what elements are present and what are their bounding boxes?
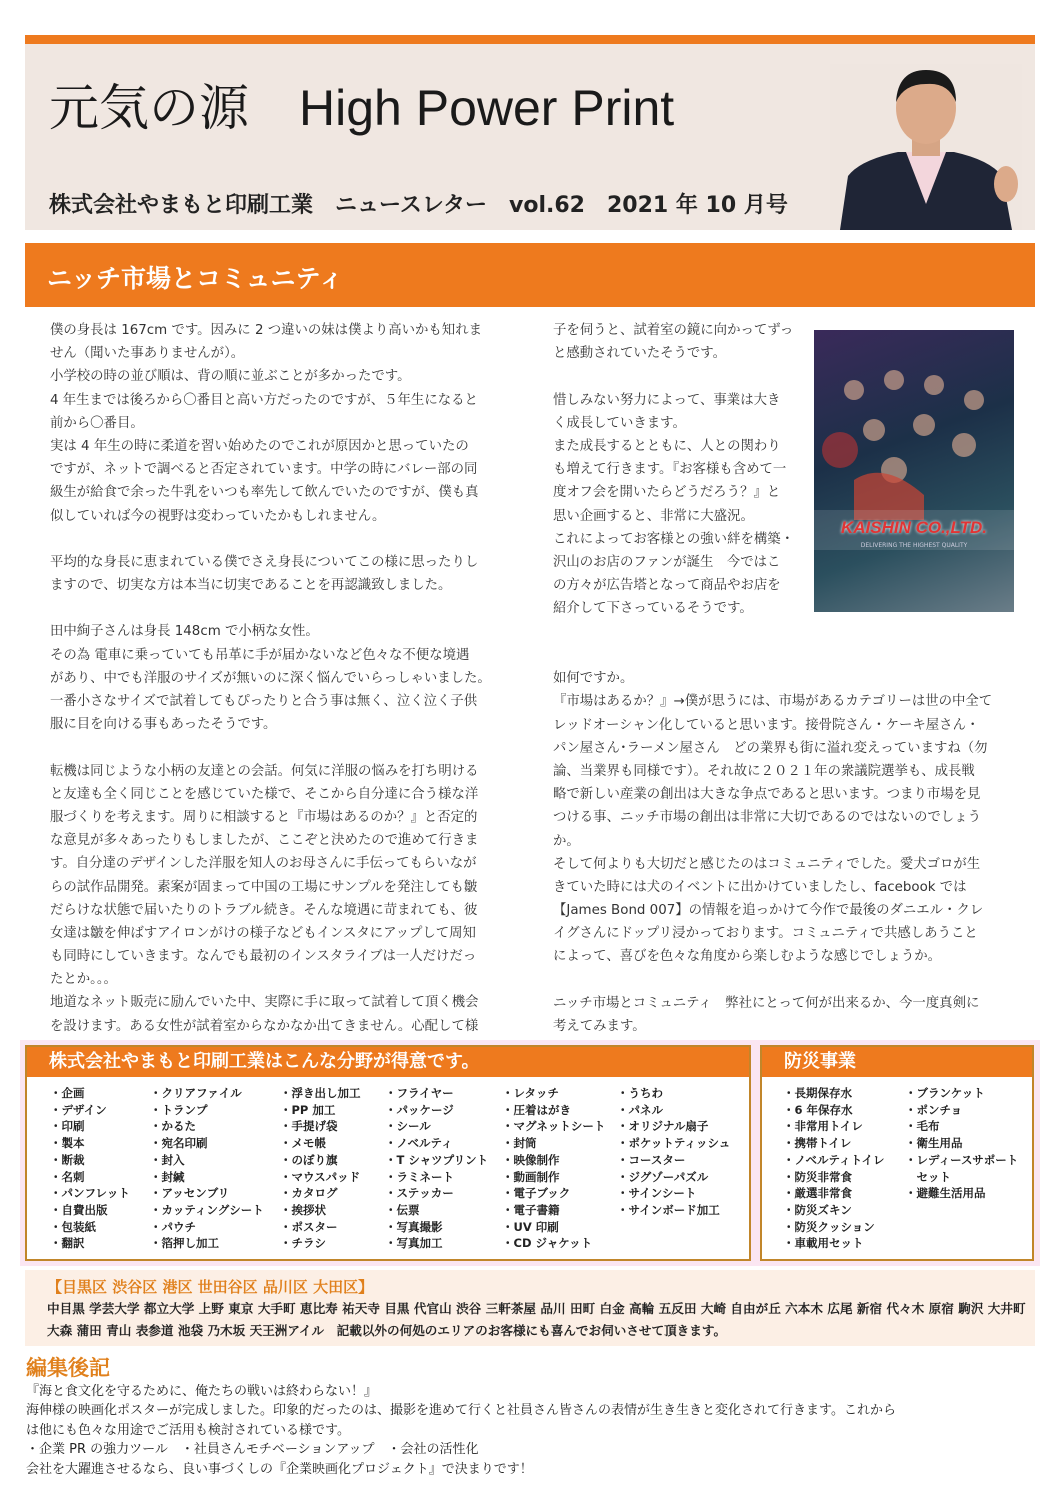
text-line: らの試作品開発。素案が固まって中国の工場にサンプルを発注しても皺 bbox=[50, 879, 478, 895]
text-line: も増えて行きます。『お客様も含めて一 bbox=[553, 462, 787, 478]
text-line: ニッチ市場とコミュニティ 弊社にとって何が出来るか、今一度真剣に bbox=[553, 995, 980, 1011]
services-list-2 bbox=[150, 1085, 264, 1252]
text-line: も同時にしていきます。なんでも最初のインスタライブは一人だけだっ bbox=[50, 949, 477, 965]
text-line: ・ステッカー bbox=[385, 1186, 454, 1201]
text-line bbox=[50, 528, 491, 551]
text-line: ・断裁 bbox=[50, 1152, 85, 1167]
text-line: ・浮き出し加工 bbox=[280, 1086, 361, 1100]
text-line: ・トランプ bbox=[150, 1102, 208, 1117]
text-line: ・UV 印刷 bbox=[502, 1219, 559, 1234]
services-box bbox=[25, 1045, 751, 1261]
text-line: ・衛生用品 bbox=[905, 1136, 963, 1151]
text-line bbox=[553, 644, 992, 667]
text-line: ・マグネットシート bbox=[502, 1119, 606, 1134]
text-line: ・長期保存水 bbox=[783, 1086, 852, 1100]
editorial-body bbox=[26, 1382, 1036, 1479]
text-line: ・のぼり旗 bbox=[280, 1152, 338, 1167]
services-title: 株式会社やまもと印刷工業はこんな分野が得意です。 bbox=[27, 1047, 749, 1077]
top-accent-bar bbox=[25, 35, 1035, 44]
text-line: 思い企画すると、非常に大盛況。 bbox=[553, 508, 754, 524]
author-photo bbox=[830, 64, 1022, 230]
text-line: 海伸様の映画化ポスターが完成しました。印象的だったのは、撮影を進めて行くと社員さん皆さんの表情が生き生きと変化されて行きます。これから bbox=[26, 1403, 896, 1419]
text-line: ・マウスパッド bbox=[280, 1169, 361, 1184]
newsletter-header bbox=[25, 44, 1035, 230]
text-line bbox=[50, 736, 491, 759]
text-line: ・シール bbox=[385, 1119, 431, 1134]
text-line: ・宛名印刷 bbox=[150, 1136, 208, 1151]
text-line: 田中絢子さんは身長 148cm で小柄な女性。 bbox=[50, 624, 319, 640]
text-line: ・製本 bbox=[50, 1136, 85, 1151]
text-line: ・防災ズキン bbox=[783, 1202, 852, 1217]
section-header bbox=[25, 243, 1035, 307]
text-line: ・コースター bbox=[617, 1152, 686, 1167]
services-list-6 bbox=[617, 1085, 730, 1219]
text-line: ・ポスター bbox=[280, 1219, 338, 1234]
text-line: 論、当業界も同様です）。それ故に２０２１年の衆議院選挙も、成長戦 bbox=[553, 763, 975, 779]
text-line: 度オフ会を開いたらどうだろう？』と bbox=[553, 485, 781, 501]
article-right-column-bottom bbox=[553, 644, 992, 1038]
text-line: 平均的な身長に恵まれている僕でさえ身長についてこの様に思ったりし bbox=[50, 554, 479, 570]
text-line: セット bbox=[905, 1169, 951, 1184]
text-line: ・挨拶状 bbox=[280, 1202, 326, 1217]
service-area-text: 中目黒 学芸大学 都立大学 上野 東京 大手町 恵比寿 祐天寺 目黒 代官山 渋谷 三軒茶屋 品川 田町 白金 高輪 五反田 大崎 自由が丘 六本木 広尾 新宿 代々木 原宿 駒沢 大井町 大森 蒲田 青山 表参道 池袋 乃木坂 天王洲アイル 記載以外の何処のエリアのお客様にも喜んでお伺いさせて頂きます。 bbox=[47, 1301, 1026, 1338]
poster-logo: KAISHIN CO.,LTD. bbox=[840, 518, 988, 537]
text-line: ・企業 PR の強力ツール ・社員さんモチベーションアップ ・会社の活性化 bbox=[26, 1442, 479, 1458]
text-line: ・箔押し加工 bbox=[150, 1236, 219, 1251]
text-line: ・ノベルティ bbox=[385, 1136, 453, 1151]
text-line: 考えてみます。 bbox=[553, 1019, 646, 1034]
text-line: があり、中でも洋服のサイズが無いのに深く悩んでいらっしゃいました。 bbox=[50, 670, 491, 686]
text-line: ・伝票 bbox=[385, 1202, 420, 1217]
text-line: せん（聞いた事ありませんが）。 bbox=[50, 346, 245, 362]
text-line: ・ポンチョ bbox=[905, 1102, 963, 1117]
text-line: ・映像制作 bbox=[502, 1152, 560, 1167]
disaster-list-2 bbox=[905, 1085, 1018, 1202]
text-line: ・レディースサポート bbox=[905, 1152, 1019, 1167]
text-line: ・封筒 bbox=[502, 1136, 537, 1151]
text-line: ・カッティングシート bbox=[150, 1202, 264, 1217]
text-line: ・手提げ袋 bbox=[280, 1119, 338, 1134]
text-line: ・非常用トイレ bbox=[783, 1119, 863, 1134]
text-line: 実は 4 年生の時に柔道を習い始めたのでこれが原因かと思っていたの bbox=[50, 438, 469, 454]
text-line: ・サインボード加工 bbox=[617, 1202, 720, 1217]
text-line: ・チラシ bbox=[280, 1236, 326, 1251]
text-line: ・アッセンブリ bbox=[150, 1186, 230, 1201]
text-line: ・うちわ bbox=[617, 1086, 663, 1100]
text-line bbox=[553, 969, 992, 992]
text-line: ・動画制作 bbox=[502, 1169, 560, 1184]
text-line: ・厳選非常食 bbox=[783, 1186, 852, 1201]
text-line: 4 年生までは後ろから〇番目と高い方だったのですが、５年生になると bbox=[50, 392, 478, 408]
poster-slogan: DELIVERING THE HIGHEST QUALITY bbox=[860, 542, 968, 549]
services-list-3 bbox=[280, 1085, 361, 1252]
disaster-box bbox=[760, 1045, 1034, 1261]
movie-poster-image bbox=[814, 330, 1014, 612]
text-line: レッドオーシャン化していると思います。接骨院さん・ケーキ屋さん・ bbox=[553, 717, 980, 733]
text-line bbox=[50, 597, 491, 620]
text-line: は他にも色々な用途でご活用も検討されている様です。 bbox=[26, 1422, 350, 1438]
text-line: ・翻訳 bbox=[50, 1236, 85, 1251]
text-line: す。自分達のデザインした洋服を知人のお母さんに手伝ってもらいなが bbox=[50, 856, 477, 872]
text-line: 僕の身長は 167cm です。因みに 2 つ違いの妹は僕より高いかも知れま bbox=[50, 323, 482, 338]
text-line: ・自費出版 bbox=[50, 1202, 108, 1217]
text-line: 『市場はあるか？』→僕が思うには、市場があるカテゴリーは世の中全て bbox=[553, 694, 993, 710]
text-line: ・圧着はがき bbox=[502, 1102, 571, 1117]
text-line: ・デザイン bbox=[50, 1102, 107, 1117]
text-line: きていた時には犬のイベントに出かけていましたし、facebook では bbox=[553, 879, 967, 895]
text-line: 転機は同じような小柄の友達との会話。何気に洋服の悩みを打ち明ける bbox=[50, 763, 479, 779]
text-line: な意見が多々あったりもしましたが、ここぞと決めたので進めて行きま bbox=[50, 833, 479, 849]
text-line: ・ノベルティトイレ bbox=[783, 1152, 885, 1167]
text-line: ・封緘 bbox=[150, 1169, 185, 1184]
text-line: ・防災クッション bbox=[783, 1219, 875, 1234]
text-line: ・封入 bbox=[150, 1152, 185, 1167]
text-line: たとか。。。 bbox=[50, 972, 117, 988]
text-line: ・避難生活用品 bbox=[905, 1186, 986, 1201]
text-line: ・写真加工 bbox=[385, 1236, 443, 1251]
text-line: ・企画 bbox=[50, 1086, 85, 1100]
text-line: ・かるた bbox=[150, 1119, 196, 1134]
text-line: の方々が広告塔となって商品やお店を bbox=[553, 578, 781, 594]
text-line: ・携帯トイレ bbox=[783, 1136, 852, 1151]
text-line: 会社を大躍進させるなら、良い事づくしの『企業映画化プロジェクト』で決まりです！ bbox=[26, 1461, 533, 1477]
text-line: ・フライヤー bbox=[385, 1086, 454, 1100]
services-list-1 bbox=[50, 1085, 130, 1252]
text-line: ・パネル bbox=[617, 1102, 663, 1117]
newsletter-subtitle: 株式会社やまもと印刷工業 ニュースレター vol.62 2021 年 10 月号 bbox=[49, 193, 788, 218]
editorial-title: 編集後記 bbox=[26, 1356, 110, 1380]
text-line: これによってお客様との強い絆を構築・ bbox=[553, 531, 795, 547]
disaster-list-1 bbox=[783, 1085, 885, 1252]
text-line: ・サインシート bbox=[617, 1186, 697, 1201]
article-right-column-top bbox=[553, 319, 794, 620]
services-list-5 bbox=[502, 1085, 605, 1252]
text-line: ・CD ジャケット bbox=[502, 1236, 593, 1251]
text-line: 服に目を向ける事もあったそうです。 bbox=[50, 717, 277, 733]
text-line: 如何ですか。 bbox=[553, 671, 634, 687]
text-line: ・T シャツプリント bbox=[385, 1152, 489, 1167]
text-line: 似していれば今の視野は変わっていたかもしれません。 bbox=[50, 508, 386, 524]
text-line: く成長していきます。 bbox=[553, 415, 686, 431]
text-line: 【James Bond 007】の情報を追っかけて今作で最後のダニエル・クレ bbox=[553, 903, 984, 919]
services-list-4 bbox=[385, 1085, 488, 1252]
text-line: 惜しみない努力によって、事業は大き bbox=[553, 392, 781, 408]
text-line: を設けます。ある女性が試着室からなかなか出てきません。心配して様 bbox=[50, 1018, 479, 1034]
text-line: 沢山のお店のファンが誕生 今ではこ bbox=[553, 554, 781, 570]
editorial-section bbox=[26, 1354, 1036, 1479]
text-line: ・パッケージ bbox=[385, 1102, 454, 1117]
text-line: ・オリジナル扇子 bbox=[617, 1119, 709, 1134]
text-line: また成長するとともに、人との関わり bbox=[553, 438, 781, 454]
text-line: ・写真撮影 bbox=[385, 1219, 443, 1234]
text-line: ・電子書籍 bbox=[502, 1202, 560, 1217]
text-line: 前から〇番目。 bbox=[50, 415, 144, 431]
text-line: ・ジグゾーパズル bbox=[617, 1169, 709, 1184]
text-line: 子を伺うと、試着室の鏡に向かってずっ bbox=[553, 323, 794, 338]
text-line: ・ポケットティッシュ bbox=[617, 1136, 731, 1151]
text-line: 一番小さなサイズで試着してもぴったりと合う事は無く、泣く泣く子供 bbox=[50, 694, 478, 709]
text-line: ・毛布 bbox=[905, 1119, 940, 1134]
disaster-title: 防災事業 bbox=[762, 1047, 1032, 1077]
text-line: ・ブランケット bbox=[905, 1086, 985, 1100]
text-line: ・パンフレット bbox=[50, 1186, 130, 1201]
text-line: と友達も全く同じことを感じていた様で、そこから自分達に合う様な洋 bbox=[50, 786, 479, 802]
text-line: だらけな状態で届いたりのトラブル続き。そんな境遇に苛まれても、彼 bbox=[50, 902, 478, 918]
text-line: 略で新しい産業の創出は大きな争点であると思います。つまり市場を見 bbox=[553, 787, 981, 803]
service-area-title: 【目黒区 渋谷区 港区 世田谷区 品川区 大田区】 bbox=[47, 1278, 374, 1296]
text-line: 女達は皺を伸ばすアイロンがけの様子などもインスタにアップして周知 bbox=[50, 925, 476, 941]
text-line: ・クリアファイル bbox=[150, 1086, 242, 1100]
text-line: 『海と食文化を守るために、俺たちの戦いは終わらない！』 bbox=[26, 1384, 378, 1399]
section-title: ニッチ市場とコミュニティ bbox=[47, 264, 344, 293]
text-line: 紹介して下さっているそうです。 bbox=[553, 601, 753, 617]
text-line: その為 電車に乗っていても吊革に手が届かないなど色々な不便な境遇 bbox=[50, 647, 470, 663]
article-left-column bbox=[50, 319, 491, 1038]
text-line: ですが、ネットで調べると否定されています。中学の時にバレー部の同 bbox=[50, 462, 478, 478]
text-line: か。 bbox=[553, 833, 580, 849]
text-line: 級生が給食で余った牛乳をいつも率先して飲んでいたのですが、僕も真 bbox=[50, 485, 479, 501]
text-line: によって、喜びを色々な角度から楽しむような感じでしょうか。 bbox=[553, 949, 942, 965]
text-line: パン屋さん･ラーメン屋さん どの業界も街に溢れ変えっていますね（勿 bbox=[553, 740, 988, 756]
text-line: そして何よりも大切だと感じたのはコミュニティでした。愛犬ゴロが生 bbox=[553, 856, 981, 872]
text-line: ・カタログ bbox=[280, 1186, 338, 1201]
service-area-box bbox=[25, 1270, 1035, 1346]
text-line: ・包装紙 bbox=[50, 1219, 96, 1234]
text-line: ますので、切実な方は本当に切実であることを再認識致しました。 bbox=[50, 578, 452, 594]
text-line: と感動されていたそうです。 bbox=[553, 346, 727, 362]
text-line: 小学校の時の並び順は、背の順に並ぶことが多かったです。 bbox=[50, 369, 411, 385]
text-line: ・電子ブック bbox=[502, 1186, 571, 1201]
text-line: ・パウチ bbox=[150, 1219, 196, 1234]
newsletter-title: 元気の源 High Power Print bbox=[49, 80, 675, 136]
text-line: ・PP 加工 bbox=[280, 1102, 336, 1117]
text-line: ・名刺 bbox=[50, 1169, 85, 1184]
text-line: イグさんにドップリ浸かっております。コミュニティで共感しあうこと bbox=[553, 926, 978, 942]
text-line: ・レタッチ bbox=[502, 1086, 560, 1100]
text-line: ・メモ帳 bbox=[280, 1136, 326, 1151]
text-line: つける事、ニッチ市場の創出は非常に大切であるのではないのでしょう bbox=[553, 810, 981, 826]
text-line: ・ラミネート bbox=[385, 1169, 454, 1184]
text-line: ・6 年保存水 bbox=[783, 1102, 853, 1117]
text-line bbox=[553, 365, 794, 388]
text-line: ・防災非常食 bbox=[783, 1169, 852, 1184]
text-line: 地道なネット販売に励んでいた中、実際に手に取って試着して頂く機会 bbox=[50, 995, 479, 1011]
text-line: ・車載用セット bbox=[783, 1236, 864, 1251]
text-line: 服づくりを考えます。周りに相談すると『市場はあるのか？』と否定的 bbox=[50, 809, 478, 825]
text-line: ・印刷 bbox=[50, 1119, 85, 1134]
